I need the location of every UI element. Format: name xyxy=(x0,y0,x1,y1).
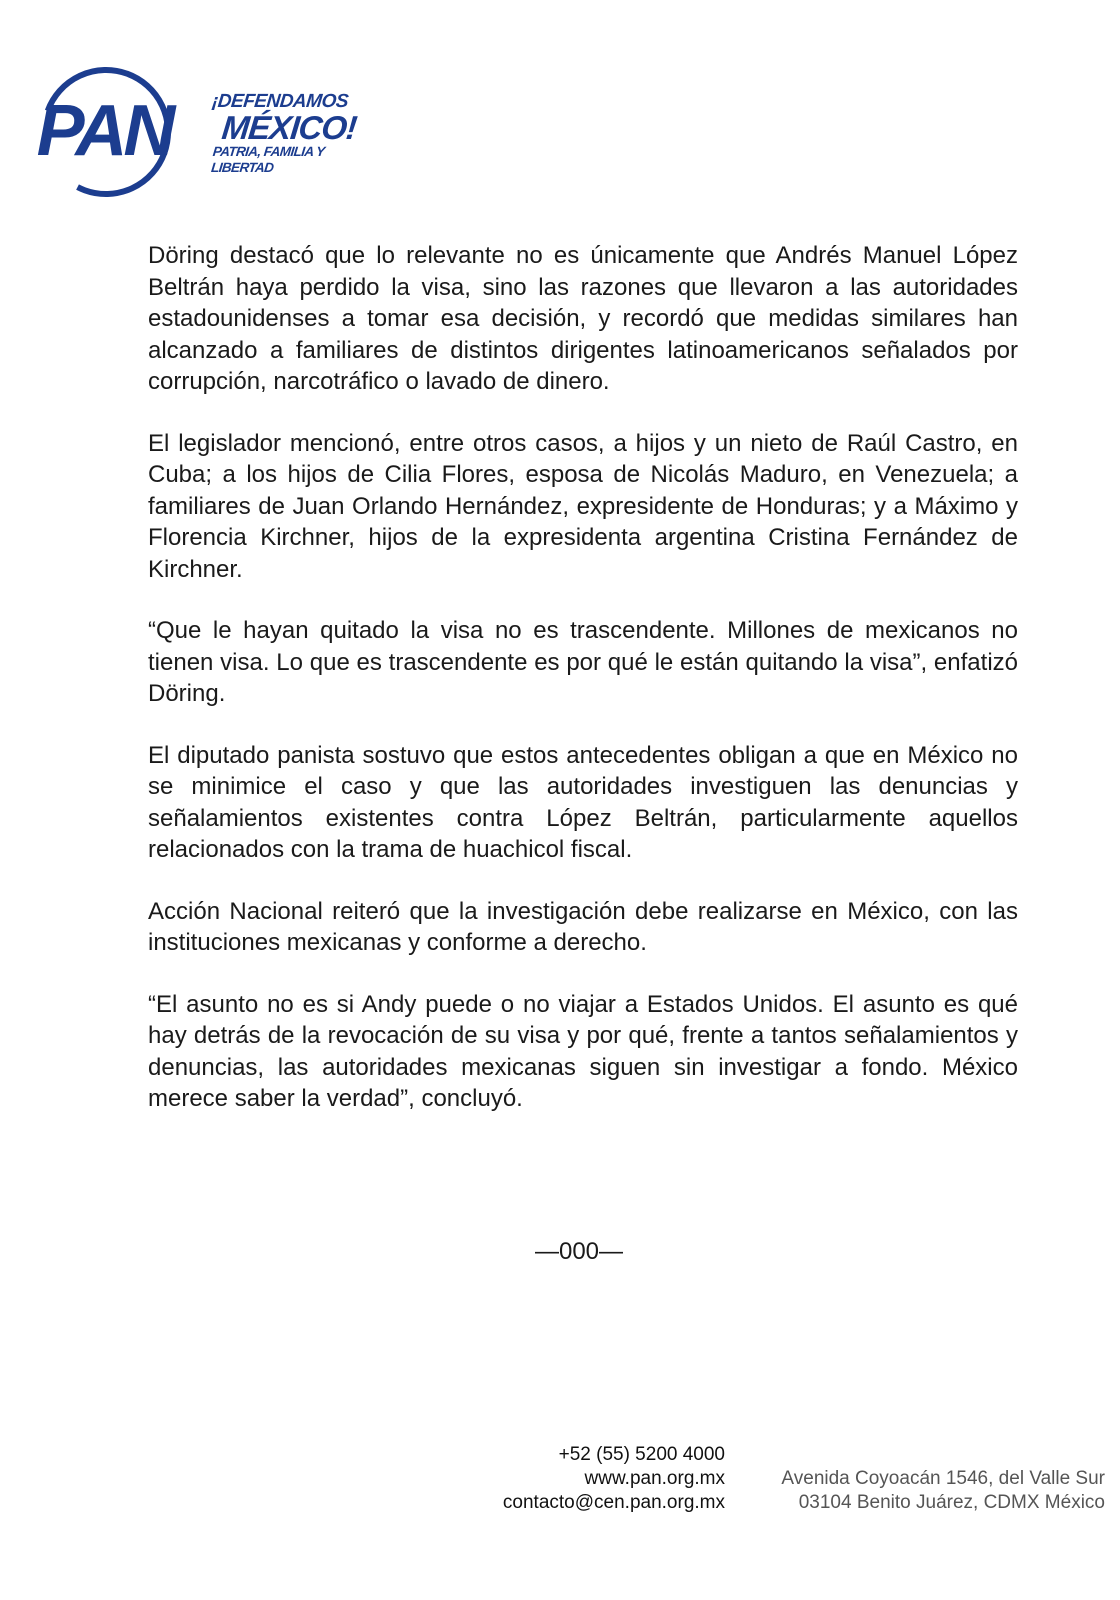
slogan-line-1: ¡DEFENDAMOS xyxy=(210,91,350,112)
contact-info xyxy=(420,1443,725,1515)
slogan-line-2: MÉXICO! xyxy=(220,109,359,146)
pan-logo-text: PAN xyxy=(36,91,172,171)
paragraph: El legislador mencionó, entre otros casos, a hijos y un nieto de Raúl Castro, en Cuba; a los hijos de Cilia Flores, esposa de Nicolás Maduro, en Venezuela; a familiares de Juan Orlando Hernández, expresidente de Honduras; y a Máximo y Florencia Kirchner, hijos de la expresidenta argentina Cristina Fernández de Kirchner. xyxy=(148,429,1018,583)
paragraph: “El asunto no es si Andy puede o no viajar a Estados Unidos. El asunto es qué hay detrás de la revocación de su visa y por qué, frente a tantos señalamientos y denuncias, las autoridades mexicanas siguen sin investigar a fondo. México merece saber la verdad”, concluyó. xyxy=(148,990,1018,1112)
closing-mark: —000— xyxy=(534,1238,624,1265)
website-link: www.pan.org.mx xyxy=(584,1468,725,1489)
address-line-1: Avenida Coyoacán 1546, del Valle Sur xyxy=(781,1468,1105,1489)
pan-logo-icon xyxy=(22,62,192,202)
campaign-slogan xyxy=(212,92,382,182)
address-line-2: 03104 Benito Juárez, CDMX México xyxy=(798,1492,1105,1513)
email-address: contacto@cen.pan.org.mx xyxy=(502,1492,725,1513)
phone-number: +52 (55) 5200 4000 xyxy=(558,1444,725,1465)
paragraph: Acción Nacional reiteró que la investigación debe realizarse en México, con las instituciones mexicanas y conforme a derecho. xyxy=(148,897,1018,956)
slogan-line-3: PATRIA, FAMILIA Y LIBERTAD xyxy=(210,144,325,175)
paragraph: Döring destacó que lo relevante no es únicamente que Andrés Manuel López Beltrán haya perdido la visa, sino las razones que llevaron a las autoridades estadounidenses a tomar esa decisión, y recordó que medidas similares han alcanzado a familiares de distintos dirigentes latinoamericanos señalados por corrupción, narcotráfico o lavado de dinero. xyxy=(148,242,1018,395)
pan-logo xyxy=(22,62,192,202)
article-body xyxy=(148,240,1018,1145)
paragraph: El diputado panista sostuvo que estos antecedentes obligan a que en México no se minimice el caso y que las autoridades investiguen las denuncias y señalamientos existentes contra López Beltrán, particularmente aquellos relacionados con la trama de huachicol fiscal. xyxy=(148,741,1018,863)
paragraph: “Que le hayan quitado la visa no es trascendente. Millones de mexicanos no tienen visa. Lo que es trascendente es por qué le están quitando la visa”, enfatizó Döring. xyxy=(148,617,1018,707)
postal-address xyxy=(745,1467,1105,1515)
